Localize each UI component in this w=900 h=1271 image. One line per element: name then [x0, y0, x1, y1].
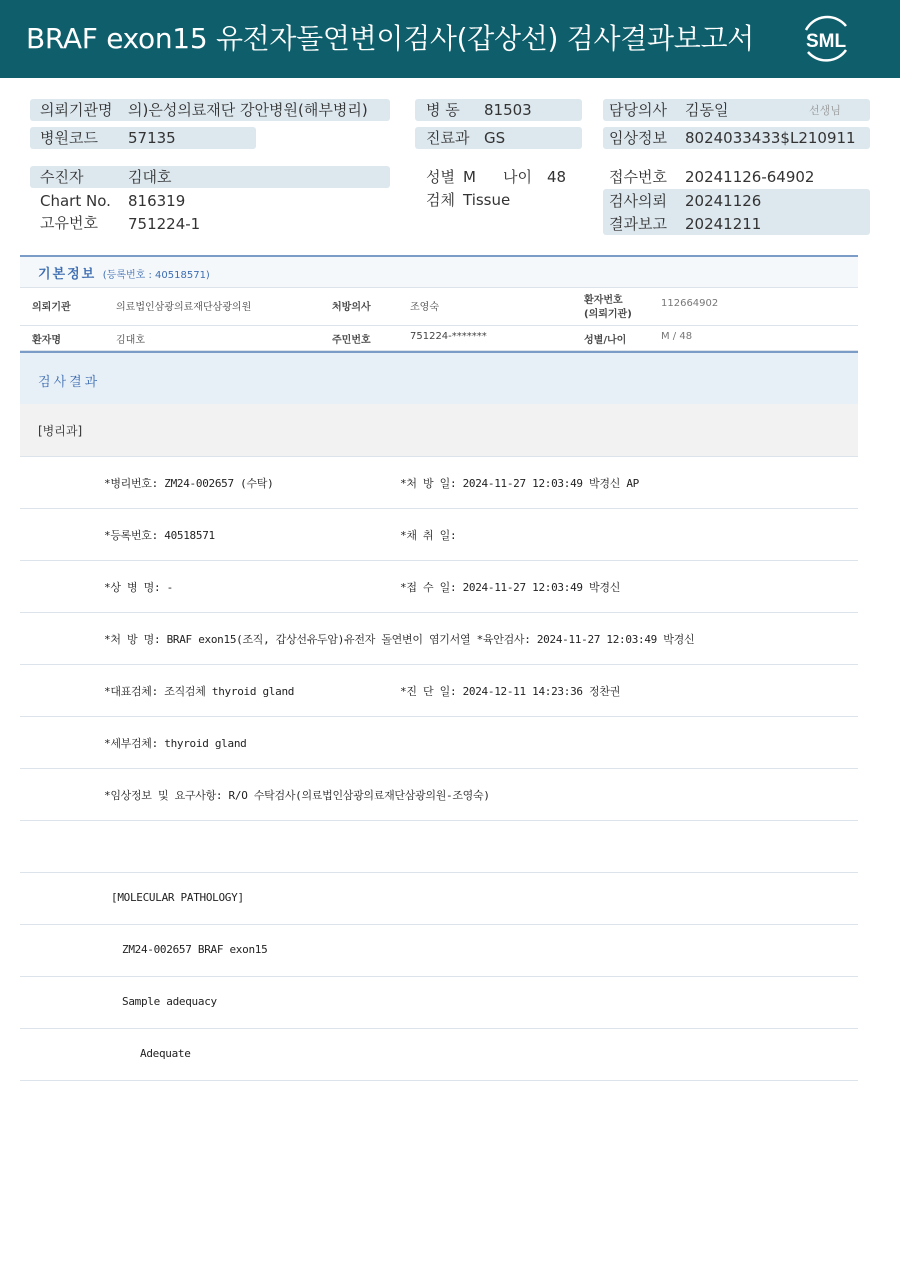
institution-cell-value: 의료법인삼광의료재단삼광의원 — [116, 302, 252, 313]
report-title: BRAF exon15 유전자돌연변이검사(갑상선) 검사결과보고서 — [26, 22, 755, 55]
basic-info-reg: (등록번호 : 40518571) — [102, 270, 210, 281]
result-row — [20, 613, 858, 665]
results-header — [20, 351, 858, 406]
collection-date: *채 취 일: — [400, 529, 457, 542]
request-label: 검사의뢰 — [609, 192, 667, 210]
sample-adequacy-value: Adequate — [140, 1047, 191, 1060]
department-label: 진료과 — [426, 129, 470, 147]
result-row — [20, 457, 858, 509]
hospital-code-value: 57135 — [128, 129, 176, 147]
registration-number: *등록번호: 40518571 — [104, 529, 215, 542]
representative-specimen: *대표검체: 조직검체 thyroid gland — [104, 685, 295, 698]
age-label: 나이 — [503, 168, 532, 186]
name-cell-label: 환자명 — [32, 335, 61, 346]
sml-logo-icon — [796, 10, 856, 68]
department-value: GS — [484, 129, 506, 147]
basic-info-title — [38, 263, 210, 282]
clinical-label: 임상정보 — [609, 129, 667, 147]
receipt-label: 접수번호 — [609, 168, 667, 186]
clinical-value: 8024033433$L210911 — [685, 129, 856, 147]
patient-no-cell-sublabel: (의뢰기관) — [584, 309, 632, 320]
pathology-number: *병리번호: ZM24-002657 (수탁) — [104, 477, 274, 490]
patient-label: 수진자 — [40, 168, 84, 186]
result-row — [20, 509, 858, 561]
prescription-date: *처 방 일: 2024-11-27 12:03:49 박경신 AP — [400, 477, 639, 490]
sex-age-cell-label: 성별/나이 — [584, 335, 627, 346]
patient-pill — [30, 166, 390, 188]
result-row — [20, 977, 858, 1029]
result-row — [20, 717, 858, 769]
clinical-request: *임상정보 및 요구사항: R/O 수탁검사(의료법인삼광의료재단삼광의원-조영숙) — [104, 789, 490, 802]
sex-label: 성별 — [426, 168, 455, 186]
prescription-name: *처 방 명: BRAF exon15(조직, 갑상선유두암)유전자 돌연변이 염기서열 *육안검사: 2024-11-27 12:03:49 박경신 — [104, 633, 695, 646]
chart-label: Chart No. — [40, 192, 111, 210]
basic-info-title-text: 기본정보 — [38, 267, 97, 282]
patient-no-cell-label: 환자번호 — [584, 295, 623, 306]
diagnosis-date: *진 단 일: 2024-12-11 14:23:36 정찬권 — [400, 685, 621, 698]
result-row — [20, 665, 858, 717]
diagnosis-name: *상 병 명: - — [104, 581, 173, 594]
sex-value: M — [463, 168, 476, 186]
logo-text: SML — [805, 31, 847, 52]
unique-value: 751224-1 — [128, 215, 201, 233]
pathology-section-title: [병리과] — [38, 424, 83, 438]
report-label: 결과보고 — [609, 215, 667, 233]
institution-label: 의뢰기관명 — [40, 101, 113, 119]
patient-value: 김대호 — [128, 168, 172, 186]
patient-no-cell-value: 112664902 — [661, 298, 719, 309]
ward-value: 81503 — [484, 101, 532, 119]
result-row — [20, 561, 858, 613]
report-header — [0, 0, 900, 78]
resident-no-cell-label: 주민번호 — [332, 335, 371, 346]
chart-value: 816319 — [128, 192, 186, 210]
specimen-label: 검체 — [426, 191, 455, 209]
specimen-value: Tissue — [463, 191, 511, 209]
pathology-section-header — [20, 404, 858, 457]
results-title: 검사결과 — [38, 375, 101, 390]
doctor-value: 김동일 — [685, 101, 729, 119]
institution-value: 의)은성의료재단 강안병원(해부병리) — [128, 101, 368, 119]
sex-age-cell-value: M / 48 — [661, 331, 693, 342]
basic-info-header — [20, 255, 858, 288]
institution-cell-label: 의뢰기관 — [32, 302, 71, 313]
hospital-code-label: 병원코드 — [40, 129, 98, 147]
result-row — [20, 925, 858, 977]
request-value: 20241126 — [685, 192, 762, 210]
detailed-specimen: *세부검체: thyroid gland — [104, 737, 247, 750]
basic-info-row-2 — [20, 325, 858, 351]
test-id-line: ZM24-002657 BRAF exon15 — [122, 943, 268, 956]
doctor-label: 담당의사 — [609, 101, 667, 119]
reception-date: *접 수 일: 2024-11-27 12:03:49 박경신 — [400, 581, 621, 594]
sml-logo — [796, 10, 856, 68]
report-value: 20241211 — [685, 215, 762, 233]
result-row — [20, 1029, 858, 1081]
prescriber-cell-label: 처방의사 — [332, 302, 371, 313]
receipt-value: 20241126-64902 — [685, 168, 815, 186]
result-row — [20, 821, 858, 873]
ward-label: 병 동 — [426, 101, 460, 119]
unique-label: 고유번호 — [40, 214, 98, 232]
doctor-suffix: 선생님 — [809, 104, 841, 117]
result-row — [20, 873, 858, 925]
basic-info-row-1 — [20, 287, 858, 326]
age-value: 48 — [547, 168, 567, 186]
name-cell-value: 김대호 — [116, 335, 145, 346]
resident-no-cell-value: 751224-******* — [410, 331, 487, 342]
molecular-pathology-heading: [MOLECULAR PATHOLOGY] — [111, 891, 244, 904]
result-row — [20, 769, 858, 821]
prescriber-cell-value: 조영숙 — [410, 302, 439, 313]
sample-adequacy-label: Sample adequacy — [122, 995, 217, 1008]
